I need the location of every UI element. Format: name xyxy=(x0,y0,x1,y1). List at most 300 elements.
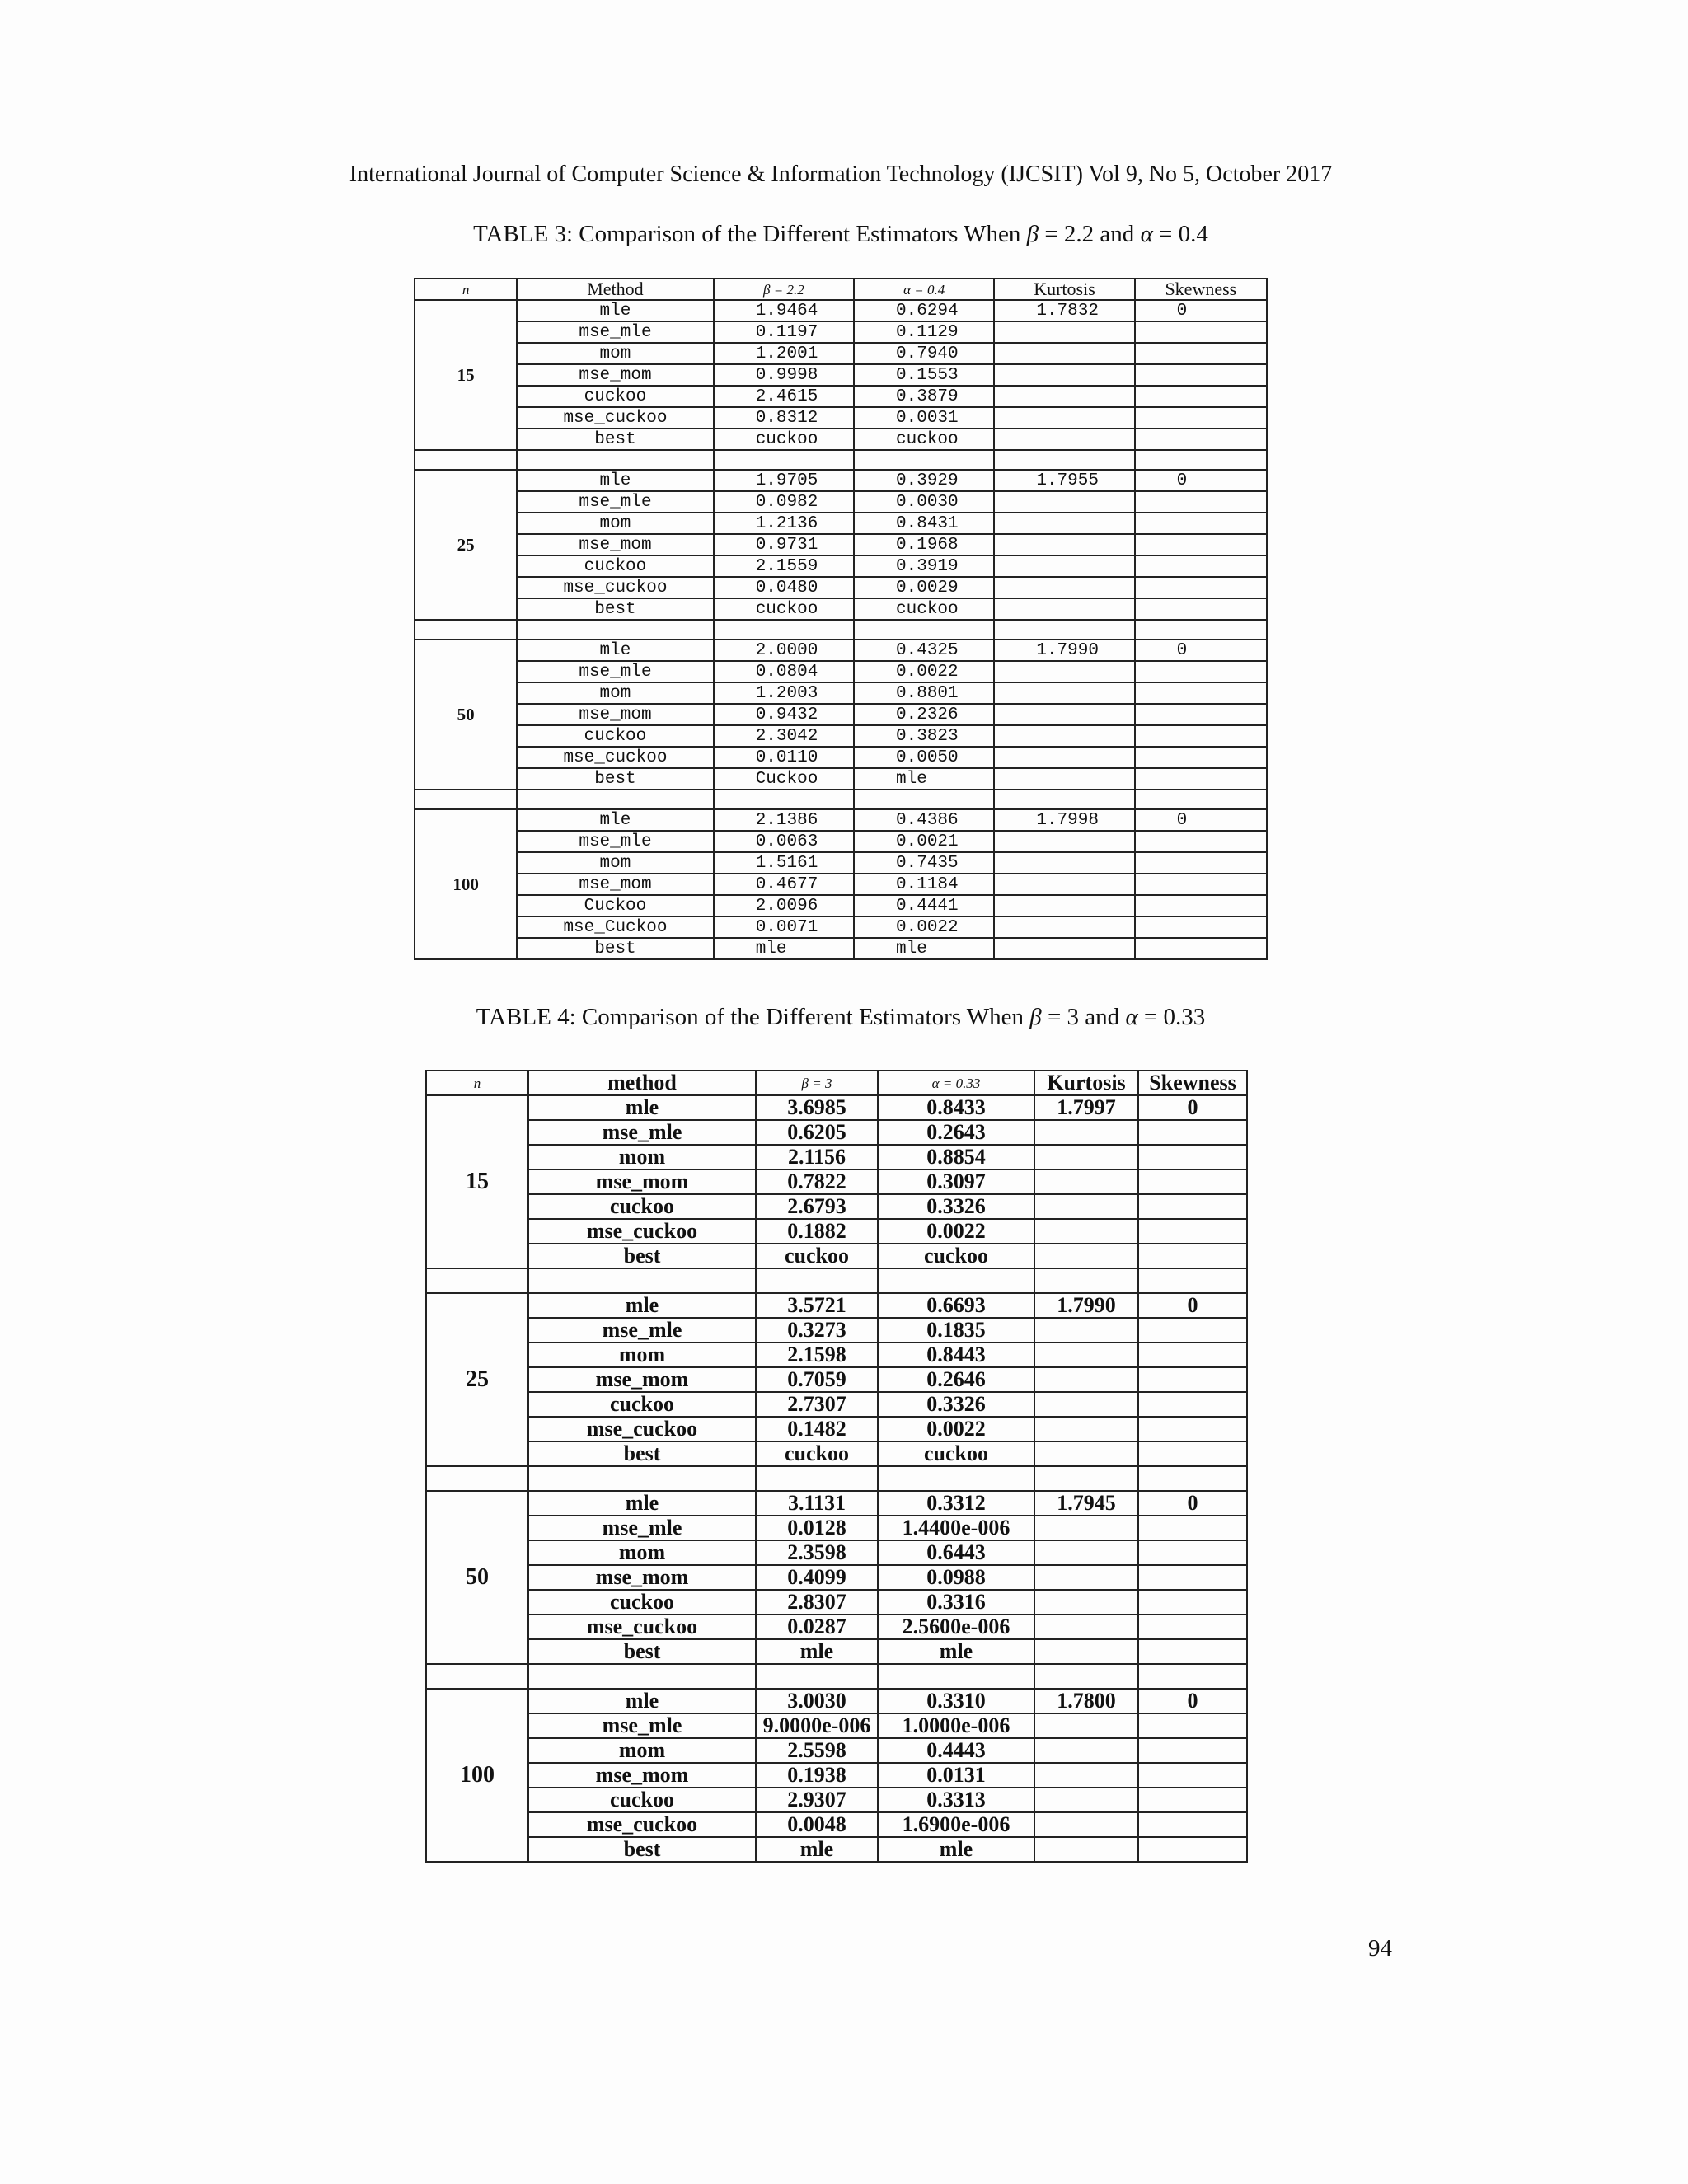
value-cell xyxy=(1138,1318,1247,1343)
value-cell xyxy=(1138,1516,1247,1540)
value-cell xyxy=(1034,1812,1138,1837)
table-row xyxy=(426,1367,1247,1392)
value-cell xyxy=(1138,1788,1247,1812)
value-cell: 0.6294 xyxy=(854,300,994,321)
value-cell: 0.0022 xyxy=(878,1417,1034,1441)
value-cell: 0.8312 xyxy=(714,407,854,429)
value-cell xyxy=(1135,916,1267,938)
table4-caption-beta: β xyxy=(1029,1004,1042,1030)
method-cell: mle xyxy=(517,470,713,491)
table-row xyxy=(415,555,1267,577)
value-cell: 0.3929 xyxy=(854,470,994,491)
value-cell: 0.3312 xyxy=(878,1491,1034,1516)
value-cell: 0 xyxy=(1135,300,1267,321)
value-cell: 0.1968 xyxy=(854,534,994,555)
table-row xyxy=(415,682,1267,704)
value-cell: 0.0988 xyxy=(878,1565,1034,1590)
table-row xyxy=(415,809,1267,831)
table-row xyxy=(426,1194,1247,1219)
method-cell: Cuckoo xyxy=(517,895,713,916)
value-cell xyxy=(1138,1540,1247,1565)
table-row xyxy=(415,364,1267,386)
value-cell xyxy=(1135,895,1267,916)
value-cell xyxy=(1138,1713,1247,1738)
method-cell: cuckoo xyxy=(528,1590,756,1615)
table-row xyxy=(415,343,1267,364)
value-cell xyxy=(1138,1639,1247,1664)
value-cell: mle xyxy=(756,1837,878,1862)
sample-size-cell: 25 xyxy=(426,1293,528,1466)
value-cell: 9.0000e-006 xyxy=(756,1713,878,1738)
value-cell: 0.9731 xyxy=(714,534,854,555)
value-cell: 0.2326 xyxy=(854,704,994,725)
value-cell: 0.0022 xyxy=(854,916,994,938)
value-cell xyxy=(1138,1169,1247,1194)
value-cell xyxy=(1138,1145,1247,1169)
method-cell: best xyxy=(517,598,713,620)
column-header: Method xyxy=(517,279,713,300)
table4-caption xyxy=(0,1004,1681,1031)
table-row xyxy=(415,895,1267,916)
value-cell: 0.0021 xyxy=(854,831,994,852)
table3 xyxy=(414,278,1268,960)
value-cell xyxy=(1135,577,1267,598)
value-cell: 2.9307 xyxy=(756,1788,878,1812)
table3-caption-prefix: TABLE 3: Comparison of the Different Estimators When xyxy=(473,221,1027,247)
value-cell xyxy=(1138,1417,1247,1441)
table-row xyxy=(426,1788,1247,1812)
table-row xyxy=(426,1689,1247,1713)
value-cell: 0.3310 xyxy=(878,1689,1034,1713)
value-cell: 0 xyxy=(1138,1491,1247,1516)
value-cell xyxy=(1138,1590,1247,1615)
value-cell: 0.0110 xyxy=(714,747,854,768)
table-row xyxy=(426,1491,1247,1516)
value-cell xyxy=(994,513,1134,534)
value-cell: 0.6443 xyxy=(878,1540,1034,1565)
value-cell xyxy=(994,747,1134,768)
value-cell: 1.7990 xyxy=(1034,1293,1138,1318)
method-cell: mom xyxy=(517,682,713,704)
table4-caption-prefix: TABLE 4: Comparison of the Different Estimators When xyxy=(476,1004,1030,1030)
method-cell: mse_mle xyxy=(528,1713,756,1738)
method-cell: cuckoo xyxy=(517,555,713,577)
value-cell: 0.2643 xyxy=(878,1120,1034,1145)
method-cell: mle xyxy=(528,1095,756,1120)
value-cell xyxy=(1138,1837,1247,1862)
value-cell: 0.6693 xyxy=(878,1293,1034,1318)
value-cell: 2.4615 xyxy=(714,386,854,407)
value-cell: Cuckoo xyxy=(714,768,854,790)
value-cell xyxy=(994,661,1134,682)
value-cell: 0 xyxy=(1138,1095,1247,1120)
method-cell: mse_mom xyxy=(528,1169,756,1194)
table-row xyxy=(426,1244,1247,1268)
value-cell: 0.7822 xyxy=(756,1169,878,1194)
column-header: β = 2.2 xyxy=(714,279,854,300)
value-cell xyxy=(1135,704,1267,725)
method-cell: mse_mle xyxy=(528,1516,756,1540)
table-row xyxy=(426,1343,1247,1367)
column-header: α = 0.4 xyxy=(854,279,994,300)
value-cell: cuckoo xyxy=(878,1244,1034,1268)
value-cell: 0.9998 xyxy=(714,364,854,386)
table-row xyxy=(426,1713,1247,1738)
method-cell: mle xyxy=(528,1293,756,1318)
method-cell: mse_mom xyxy=(528,1565,756,1590)
method-cell: mse_cuckoo xyxy=(517,747,713,768)
value-cell: 0.1129 xyxy=(854,321,994,343)
value-cell: 1.0000e-006 xyxy=(878,1713,1034,1738)
value-cell: 0.0804 xyxy=(714,661,854,682)
table-row xyxy=(415,768,1267,790)
value-cell: cuckoo xyxy=(854,598,994,620)
value-cell: 1.7955 xyxy=(994,470,1134,491)
value-cell xyxy=(1135,513,1267,534)
sample-size-cell: 25 xyxy=(415,470,517,620)
value-cell xyxy=(994,895,1134,916)
table-row xyxy=(415,747,1267,768)
value-cell xyxy=(1138,1565,1247,1590)
method-cell: mse_cuckoo xyxy=(528,1219,756,1244)
value-cell xyxy=(1034,1343,1138,1367)
method-cell: mle xyxy=(528,1689,756,1713)
value-cell xyxy=(1034,1441,1138,1466)
method-cell: best xyxy=(528,1639,756,1664)
value-cell: 0.0029 xyxy=(854,577,994,598)
value-cell: 0.0031 xyxy=(854,407,994,429)
value-cell: 0.0982 xyxy=(714,491,854,513)
table-row xyxy=(426,1540,1247,1565)
value-cell: 0.1882 xyxy=(756,1219,878,1244)
value-cell xyxy=(994,364,1134,386)
value-cell xyxy=(1034,1194,1138,1219)
column-header: Kurtosis xyxy=(1034,1071,1138,1095)
value-cell: 2.1156 xyxy=(756,1145,878,1169)
table-row xyxy=(415,534,1267,555)
method-cell: mom xyxy=(528,1343,756,1367)
value-cell: 1.7990 xyxy=(994,640,1134,661)
table3-caption-beta: β xyxy=(1026,221,1039,247)
method-cell: best xyxy=(517,938,713,959)
spacer-row xyxy=(426,1664,1247,1689)
table-row xyxy=(415,874,1267,895)
method-cell: best xyxy=(517,429,713,450)
value-cell xyxy=(994,598,1134,620)
value-cell xyxy=(1034,1565,1138,1590)
table4-caption-end: = 0.33 xyxy=(1137,1004,1206,1030)
value-cell: 1.2001 xyxy=(714,343,854,364)
table-row xyxy=(426,1417,1247,1441)
table4-caption-mid: = 3 and xyxy=(1041,1004,1126,1030)
value-cell: 0.0480 xyxy=(714,577,854,598)
value-cell xyxy=(1034,1219,1138,1244)
value-cell: 0.8801 xyxy=(854,682,994,704)
value-cell xyxy=(994,916,1134,938)
value-cell: 3.0030 xyxy=(756,1689,878,1713)
method-cell: mse_mle xyxy=(517,491,713,513)
value-cell: mle xyxy=(714,938,854,959)
value-cell xyxy=(1138,1812,1247,1837)
value-cell: 0.0128 xyxy=(756,1516,878,1540)
table-row xyxy=(426,1145,1247,1169)
value-cell: 2.8307 xyxy=(756,1590,878,1615)
sample-size-cell: 15 xyxy=(415,300,517,450)
value-cell xyxy=(1135,768,1267,790)
table3-caption-mid: = 2.2 and xyxy=(1039,221,1141,247)
table3-caption-end: = 0.4 xyxy=(1152,221,1208,247)
value-cell xyxy=(1034,1169,1138,1194)
method-cell: best xyxy=(528,1244,756,1268)
method-cell: mse_mle xyxy=(517,831,713,852)
value-cell: 0.0071 xyxy=(714,916,854,938)
value-cell: cuckoo xyxy=(756,1441,878,1466)
value-cell: 0.4099 xyxy=(756,1565,878,1590)
value-cell: 1.9705 xyxy=(714,470,854,491)
value-cell: 2.1559 xyxy=(714,555,854,577)
method-cell: mse_mom xyxy=(517,874,713,895)
value-cell: 2.0096 xyxy=(714,895,854,916)
value-cell: 0.0287 xyxy=(756,1615,878,1639)
table-row xyxy=(415,916,1267,938)
value-cell: 0.3273 xyxy=(756,1318,878,1343)
value-cell: cuckoo xyxy=(714,429,854,450)
value-cell xyxy=(1138,1392,1247,1417)
value-cell xyxy=(1034,1713,1138,1738)
table-row xyxy=(426,1219,1247,1244)
spacer-row xyxy=(415,790,1267,809)
value-cell: mle xyxy=(878,1837,1034,1862)
method-cell: mse_mom xyxy=(517,704,713,725)
value-cell xyxy=(1138,1244,1247,1268)
value-cell xyxy=(1135,321,1267,343)
column-header: n xyxy=(415,279,517,300)
value-cell xyxy=(1034,1763,1138,1788)
value-cell: 0.3326 xyxy=(878,1392,1034,1417)
value-cell xyxy=(994,343,1134,364)
table-row xyxy=(426,1120,1247,1145)
spacer-row xyxy=(415,450,1267,470)
value-cell: 0 xyxy=(1138,1689,1247,1713)
value-cell: 0.1553 xyxy=(854,364,994,386)
value-cell: 0.0050 xyxy=(854,747,994,768)
value-cell xyxy=(1034,1244,1138,1268)
value-cell xyxy=(1138,1441,1247,1466)
table-row xyxy=(415,470,1267,491)
value-cell: 2.0000 xyxy=(714,640,854,661)
method-cell: mse_mom xyxy=(517,534,713,555)
value-cell xyxy=(1138,1367,1247,1392)
method-cell: mse_Cuckoo xyxy=(517,916,713,938)
value-cell: 1.9464 xyxy=(714,300,854,321)
value-cell: 0.3326 xyxy=(878,1194,1034,1219)
table-row xyxy=(415,407,1267,429)
method-cell: mse_cuckoo xyxy=(528,1812,756,1837)
value-cell xyxy=(1138,1763,1247,1788)
value-cell: 0.3823 xyxy=(854,725,994,747)
table-row xyxy=(415,852,1267,874)
value-cell: 0 xyxy=(1135,640,1267,661)
value-cell: 0.0131 xyxy=(878,1763,1034,1788)
value-cell xyxy=(1135,364,1267,386)
value-cell xyxy=(1034,1367,1138,1392)
column-header: β = 3 xyxy=(756,1071,878,1095)
value-cell xyxy=(1135,938,1267,959)
value-cell xyxy=(994,555,1134,577)
value-cell: 1.4400e-006 xyxy=(878,1516,1034,1540)
table-row xyxy=(426,1812,1247,1837)
value-cell xyxy=(1135,598,1267,620)
value-cell xyxy=(1034,1516,1138,1540)
sample-size-cell: 15 xyxy=(426,1095,528,1268)
value-cell: 0.1835 xyxy=(878,1318,1034,1343)
value-cell xyxy=(994,704,1134,725)
value-cell: 2.6793 xyxy=(756,1194,878,1219)
journal-header: International Journal of Computer Science & Information Technology (IJCSIT) Vol 9, No 5, October 2017 xyxy=(349,162,1333,187)
method-cell: mse_mle xyxy=(528,1318,756,1343)
value-cell xyxy=(994,534,1134,555)
value-cell xyxy=(1135,534,1267,555)
value-cell xyxy=(1135,661,1267,682)
value-cell: 2.3598 xyxy=(756,1540,878,1565)
value-cell: 0.1482 xyxy=(756,1417,878,1441)
value-cell: 0.2646 xyxy=(878,1367,1034,1392)
table-row xyxy=(415,640,1267,661)
value-cell xyxy=(994,407,1134,429)
table-row xyxy=(426,1095,1247,1120)
method-cell: cuckoo xyxy=(517,725,713,747)
value-cell: 1.7832 xyxy=(994,300,1134,321)
table-row xyxy=(426,1738,1247,1763)
method-cell: mom xyxy=(528,1738,756,1763)
value-cell xyxy=(1135,831,1267,852)
value-cell xyxy=(994,491,1134,513)
table-header-row xyxy=(426,1071,1247,1095)
value-cell: 0.8443 xyxy=(878,1343,1034,1367)
value-cell xyxy=(1034,1788,1138,1812)
value-cell xyxy=(1135,343,1267,364)
method-cell: best xyxy=(517,768,713,790)
method-cell: mle xyxy=(517,300,713,321)
column-header: Kurtosis xyxy=(994,279,1134,300)
method-cell: mse_mle xyxy=(528,1120,756,1145)
value-cell: 0.0022 xyxy=(854,661,994,682)
value-cell: 0.9432 xyxy=(714,704,854,725)
method-cell: mse_cuckoo xyxy=(528,1615,756,1639)
value-cell: mle xyxy=(854,938,994,959)
value-cell: 0.3879 xyxy=(854,386,994,407)
value-cell: 1.6900e-006 xyxy=(878,1812,1034,1837)
table-row xyxy=(415,704,1267,725)
value-cell xyxy=(1034,1738,1138,1763)
method-cell: mom xyxy=(517,343,713,364)
value-cell: 2.5600e-006 xyxy=(878,1615,1034,1639)
value-cell xyxy=(994,725,1134,747)
method-cell: mse_cuckoo xyxy=(528,1417,756,1441)
sample-size-cell: 100 xyxy=(415,809,517,959)
value-cell xyxy=(994,768,1134,790)
value-cell: 0.3919 xyxy=(854,555,994,577)
value-cell: 3.1131 xyxy=(756,1491,878,1516)
table3-caption-alpha: α xyxy=(1140,221,1153,247)
method-cell: mom xyxy=(517,852,713,874)
value-cell: 2.1386 xyxy=(714,809,854,831)
spacer-row xyxy=(426,1268,1247,1293)
method-cell: best xyxy=(528,1441,756,1466)
value-cell: 0.4325 xyxy=(854,640,994,661)
value-cell xyxy=(994,429,1134,450)
table-row xyxy=(415,831,1267,852)
value-cell xyxy=(1135,407,1267,429)
value-cell xyxy=(1034,1120,1138,1145)
column-header: n xyxy=(426,1071,528,1095)
table3-caption xyxy=(0,221,1681,248)
value-cell: 0 xyxy=(1138,1293,1247,1318)
table-row xyxy=(426,1318,1247,1343)
value-cell: 0.4443 xyxy=(878,1738,1034,1763)
value-cell: 0.8854 xyxy=(878,1145,1034,1169)
value-cell xyxy=(994,874,1134,895)
value-cell: 0.7940 xyxy=(854,343,994,364)
value-cell xyxy=(994,321,1134,343)
value-cell: mle xyxy=(854,768,994,790)
method-cell: mse_mle xyxy=(517,321,713,343)
value-cell: 2.1598 xyxy=(756,1343,878,1367)
table4 xyxy=(425,1070,1248,1863)
method-cell: mom xyxy=(528,1540,756,1565)
table-row xyxy=(426,1763,1247,1788)
table-row xyxy=(426,1293,1247,1318)
value-cell: 1.7945 xyxy=(1034,1491,1138,1516)
value-cell xyxy=(1135,386,1267,407)
value-cell: 1.7998 xyxy=(994,809,1134,831)
method-cell: cuckoo xyxy=(528,1194,756,1219)
method-cell: cuckoo xyxy=(528,1392,756,1417)
method-cell: mle xyxy=(517,809,713,831)
method-cell: best xyxy=(528,1837,756,1862)
table-row xyxy=(426,1639,1247,1664)
table-row xyxy=(415,321,1267,343)
table-row xyxy=(415,577,1267,598)
column-header: Skewness xyxy=(1138,1071,1247,1095)
value-cell xyxy=(994,938,1134,959)
value-cell: 0.6205 xyxy=(756,1120,878,1145)
sample-size-cell: 50 xyxy=(415,640,517,790)
value-cell xyxy=(994,577,1134,598)
value-cell: 0 xyxy=(1135,470,1267,491)
sample-size-cell: 100 xyxy=(426,1689,528,1862)
value-cell: 0.8433 xyxy=(878,1095,1034,1120)
method-cell: mom xyxy=(528,1145,756,1169)
table-row xyxy=(426,1516,1247,1540)
value-cell xyxy=(1138,1120,1247,1145)
value-cell xyxy=(1135,725,1267,747)
table-row xyxy=(426,1392,1247,1417)
value-cell xyxy=(1034,1392,1138,1417)
value-cell: 1.2003 xyxy=(714,682,854,704)
method-cell: mse_mom xyxy=(528,1367,756,1392)
table-row xyxy=(415,598,1267,620)
value-cell xyxy=(1034,1417,1138,1441)
table-row xyxy=(415,661,1267,682)
value-cell xyxy=(1034,1615,1138,1639)
value-cell: 0.3313 xyxy=(878,1788,1034,1812)
table-row xyxy=(426,1590,1247,1615)
value-cell xyxy=(994,852,1134,874)
method-cell: mse_mle xyxy=(517,661,713,682)
sample-size-cell: 50 xyxy=(426,1491,528,1664)
value-cell xyxy=(1138,1219,1247,1244)
